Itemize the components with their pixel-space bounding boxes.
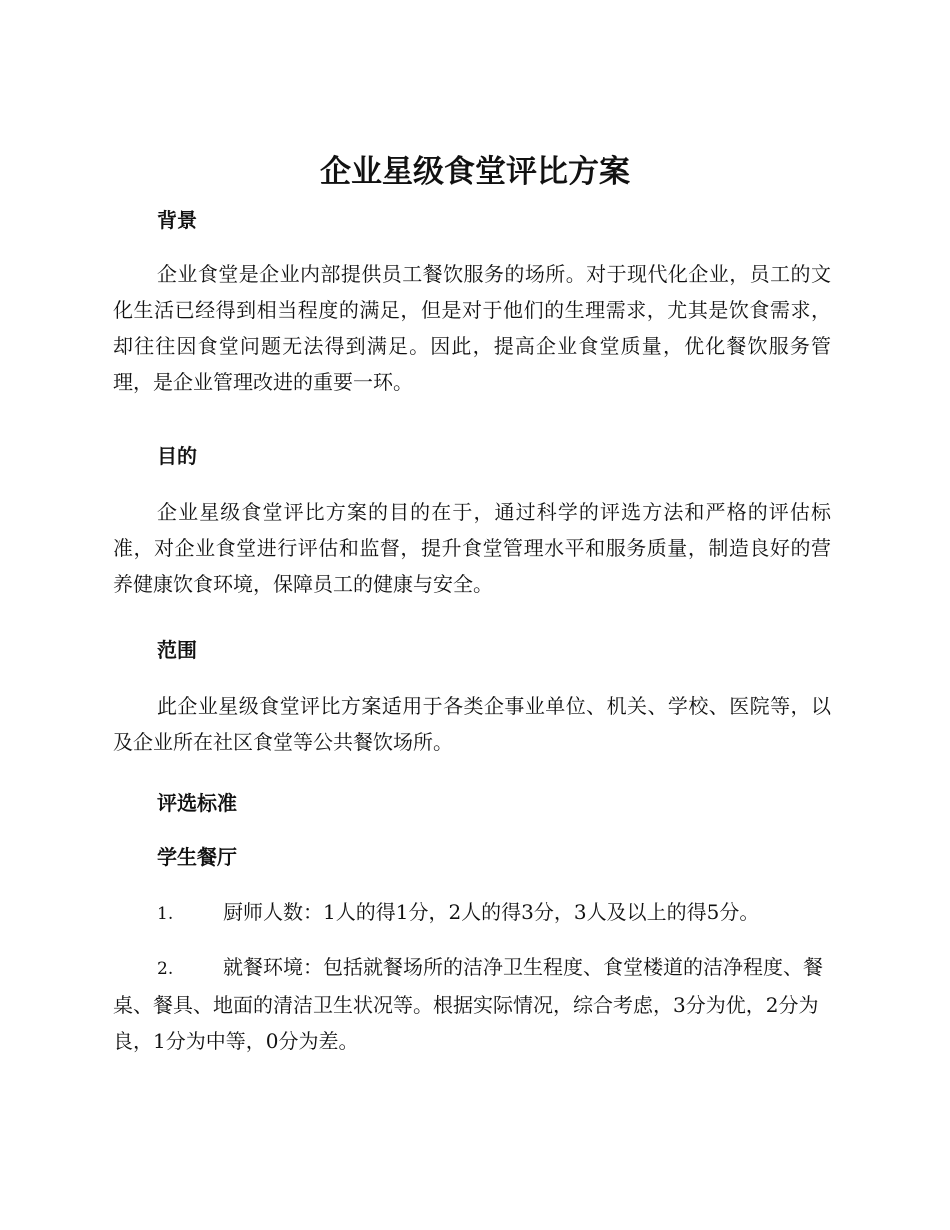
subheading-student-canteen: 学生餐厅 xyxy=(157,845,237,869)
section-text-scope: 此企业星级食堂评比方案适用于各类企事业单位、机关、学校、医院等，以及企业所在社区食堂等公共餐饮场所。 xyxy=(113,694,831,754)
section-heading-purpose: 目的 xyxy=(157,444,197,468)
document-title: 企业星级食堂评比方案 xyxy=(320,154,630,190)
section-text-background: 企业食堂是企业内部提供员工餐饮服务的场所。对于现代化企业，员工的文化生活已经得到相当程度的满足，但是对于他们的生理需求，尤其是饮食需求，却往往因食堂问题无法得到满足。因此，提高企业食堂质量，优化餐饮服务管理，是企业管理改进的重要一环。 xyxy=(113,262,831,394)
section-heading-criteria: 评选标准 xyxy=(157,791,237,815)
section-heading-background: 背景 xyxy=(157,208,197,232)
list-item xyxy=(113,894,831,932)
list-item xyxy=(113,949,831,1059)
list-item-number: 2. xyxy=(157,959,174,979)
list-item-number: 1. xyxy=(157,904,174,924)
list-item-text: 就餐环境：包括就餐场所的洁净卫生程度、食堂楼道的洁净程度、餐桌、餐具、地面的清洁卫生状况等。根据实际情况，综合考虑，3分为优，2分为良，1分为中等，0分为差。 xyxy=(113,955,823,1053)
list-item-text: 厨师人数：1人的得1分，2人的得3分，3人及以上的得5分。 xyxy=(223,900,760,924)
section-heading-scope: 范围 xyxy=(157,638,197,662)
section-text-purpose: 企业星级食堂评比方案的目的在于，通过科学的评选方法和严格的评估标准，对企业食堂进行评估和监督，提升食堂管理水平和服务质量，制造良好的营养健康饮食环境，保障员工的健康与安全。 xyxy=(113,500,831,596)
